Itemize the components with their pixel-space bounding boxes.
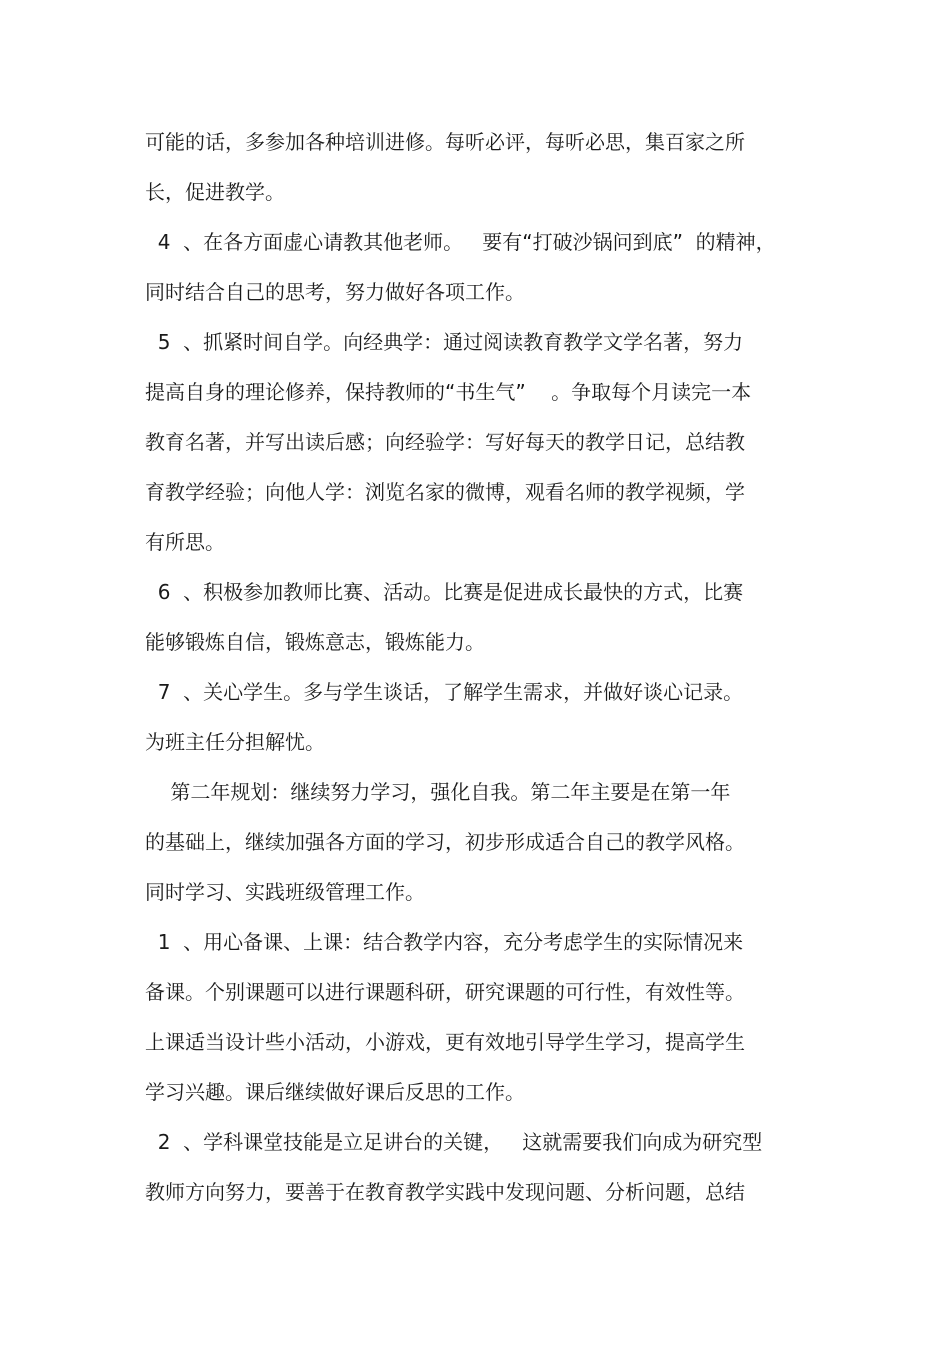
text-line: 的基础上，继续加强各方面的学习，初步形成适合自己的教学风格。 bbox=[145, 830, 745, 854]
text-line: 7 、关心学生。多与学生谈话，了解学生需求，并做好谈心记录。 bbox=[145, 680, 744, 704]
text-line: 教育名著，并写出读后感；向经验学：写好每天的教学日记，总结教 bbox=[145, 430, 745, 454]
text-line: 能够锻炼自信，锻炼意志，锻炼能力。 bbox=[145, 630, 485, 654]
text-line: 6 、积极参加教师比赛、活动。比赛是促进成长最快的方式，比赛 bbox=[145, 580, 744, 604]
text-line: 第二年规划：继续努力学习，强化自我。第二年主要是在第一年 bbox=[145, 780, 731, 804]
text-line: 为班主任分担解忧。 bbox=[145, 730, 325, 754]
text-line: 同时学习、实践班级管理工作。 bbox=[145, 880, 425, 904]
text-line: 长，促进教学。 bbox=[145, 180, 285, 204]
text-line: 提高自身的理论修养，保持教师的“书生气” 。争取每个月读完一本 bbox=[145, 380, 752, 404]
text-line: 4 、在各方面虚心请教其他老师。 要有“打破沙锅问到底” 的精神， bbox=[145, 230, 776, 254]
text-line: 有所思。 bbox=[145, 530, 225, 554]
text-line: 育教学经验；向他人学：浏览名家的微博，观看名师的教学视频，学 bbox=[145, 480, 745, 504]
text-line: 同时结合自己的思考，努力做好各项工作。 bbox=[145, 280, 525, 304]
text-line: 1 、用心备课、上课：结合教学内容，充分考虑学生的实际情况来 bbox=[145, 930, 744, 954]
text-line: 学习兴趣。课后继续做好课后反思的工作。 bbox=[145, 1080, 525, 1104]
text-line: 5 、抓紧时间自学。向经典学：通过阅读教育教学文学名著，努力 bbox=[145, 330, 744, 354]
text-line: 2 、学科课堂技能是立足讲台的关键， 这就需要我们向成为研究型 bbox=[145, 1130, 763, 1154]
text-line: 备课。个别课题可以进行课题科研，研究课题的可行性，有效性等。 bbox=[145, 980, 745, 1004]
text-line: 可能的话，多参加各种培训进修。每听必评，每听必思，集百家之所 bbox=[145, 130, 745, 154]
text-line: 上课适当设计些小活动，小游戏，更有效地引导学生学习，提高学生 bbox=[145, 1030, 745, 1054]
text-line: 教师方向努力，要善于在教育教学实践中发现问题、分析问题，总结 bbox=[145, 1180, 745, 1204]
